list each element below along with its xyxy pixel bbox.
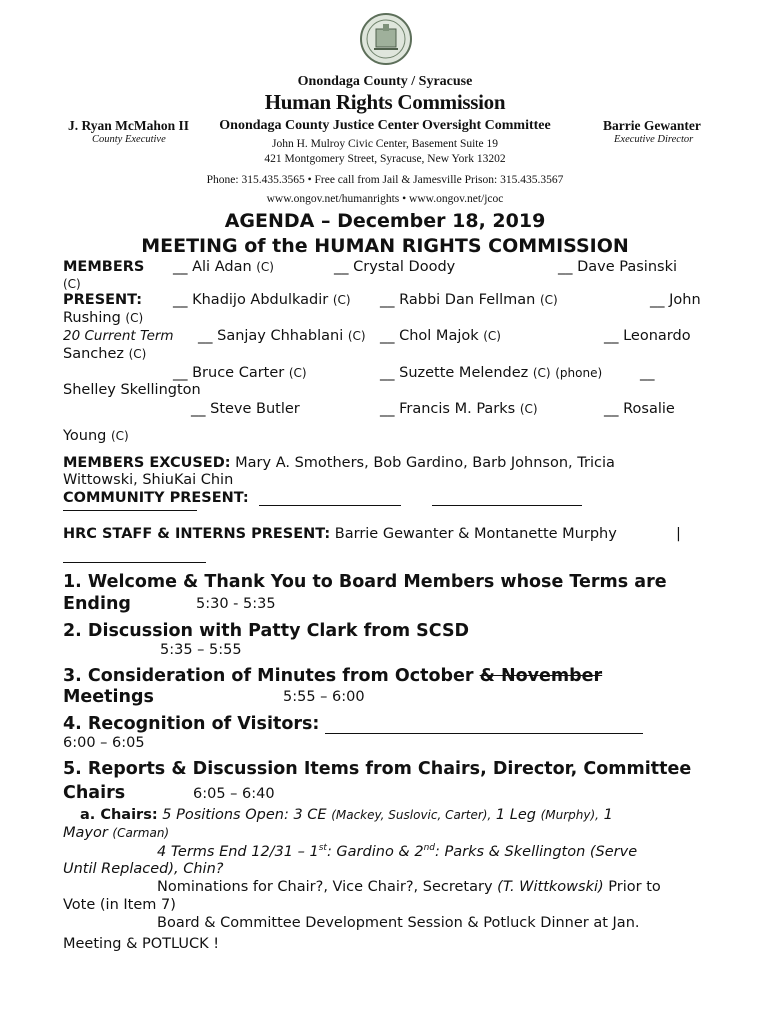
checkbox-blank: __ — [380, 365, 395, 381]
county-executive-name: J. Ryan McMahon II — [68, 118, 190, 133]
letterhead-committee: Onondaga County Justice Center Oversight Committee — [219, 118, 551, 133]
members-label: MEMBERS — [63, 259, 145, 275]
item-1-title-cont: Ending — [63, 594, 131, 614]
member-name: Sanjay Chhablani — [217, 328, 344, 344]
chairs-mayor-name: (Carman) — [112, 826, 170, 840]
checkbox-blank: __ — [198, 328, 213, 344]
staff-names: Barrie Gewanter & Montanette Murphy — [334, 526, 617, 542]
member-name: Dave Pasinski — [577, 259, 678, 275]
member-name: Crystal Doody — [353, 259, 456, 275]
item-4-time: 6:00 – 6:05 — [63, 735, 145, 751]
item-5-time: 6:05 – 6:40 — [193, 786, 275, 802]
letterhead-address2: 421 Montgomery Street, Syracuse, New York 13202 — [264, 153, 506, 165]
member-name: John — [669, 292, 701, 308]
checkbox-blank: __ — [173, 292, 188, 308]
checkbox-blank: __ — [173, 259, 188, 275]
checkbox-blank: __ — [173, 365, 188, 381]
staff-blank-line — [63, 562, 206, 563]
item-1-title: 1. Welcome & Thank You to Board Members whose Terms are — [63, 572, 667, 592]
chairs-positions: 5 Positions Open: 3 CE — [162, 807, 327, 823]
checkbox-blank: __ — [380, 328, 395, 344]
chair-mark: (C) — [111, 429, 129, 443]
chairs-leg: 1 Leg — [495, 807, 536, 823]
member-name: Chol Majok — [399, 328, 479, 344]
chair-mark: (C) — [125, 311, 144, 325]
ordinal-nd: nd — [423, 843, 435, 853]
member-name: Khadijo Abdulkadir — [192, 292, 329, 308]
checkbox-blank: __ — [380, 292, 395, 308]
chairs-mayor: Mayor — [63, 825, 108, 841]
development-session-wrap: Meeting & POTLUCK ! — [63, 936, 220, 952]
phone-mark: (phone) — [555, 366, 603, 380]
visitors-blank-line — [325, 717, 643, 734]
checkbox-blank: __ — [604, 328, 619, 344]
development-session: Board & Committee Development Session & Potluck Dinner at Jan. — [157, 915, 640, 931]
community-blank-line — [432, 491, 582, 506]
chairs-ce-names: (Mackey, Suslovic, Carter), — [331, 808, 492, 822]
item-2-time: 5:35 – 5:55 — [160, 642, 242, 658]
member-name: Rabbi Dan Fellman — [399, 292, 536, 308]
checkbox-blank: __ — [380, 401, 395, 417]
checkbox-blank: __ — [650, 292, 665, 308]
agenda-title: AGENDA – December 18, 2019 — [224, 210, 546, 232]
item-4-title: 4. Recognition of Visitors: — [63, 714, 320, 734]
checkbox-blank: __ — [640, 365, 655, 381]
member-name: Suzette Melendez — [399, 365, 529, 381]
member-name: Sanchez — [63, 346, 124, 362]
checkbox-blank: __ — [191, 401, 206, 417]
member-name: Francis M. Parks — [399, 401, 516, 417]
terms-end-cont: : Gardino & 2 — [326, 843, 424, 860]
member-name: Young — [63, 428, 107, 444]
item-3-time: 5:55 – 6:00 — [283, 689, 365, 705]
chairs-mayor-count: 1 — [603, 807, 613, 823]
letterhead-org-name: Human Rights Commission — [264, 90, 506, 114]
chair-mark: (C) — [332, 293, 351, 307]
item-5-title: 5. Reports & Discussion Items from Chairs, Director, Committee — [63, 759, 692, 779]
county-executive-title: County Executive — [92, 134, 166, 145]
community-blank-line — [63, 510, 197, 511]
county-seal-logo — [359, 11, 413, 67]
executive-director-name: Barrie Gewanter — [603, 118, 701, 133]
member-name: Rosalie — [623, 401, 675, 417]
nominations-secretary: (T. Wittkowski) — [497, 879, 604, 895]
letterhead-web: www.ongov.net/humanrights • www.ongov.net/jcoc — [266, 193, 504, 205]
member-name: Steve Butler — [210, 401, 300, 417]
nominations-wrap: Vote (in Item 7) — [63, 897, 176, 913]
chair-mark: (C) — [63, 277, 81, 291]
item-5-title-cont: Chairs — [63, 783, 126, 803]
separator: | — [676, 526, 681, 542]
item-3-title: 3. Consideration of Minutes from October — [63, 666, 474, 686]
ordinal-st: st — [318, 843, 327, 853]
excused-names-cont: Wittowski, ShiuKai Chin — [63, 472, 234, 488]
chair-mark: (C) — [519, 402, 538, 416]
chair-mark: (C) — [483, 329, 501, 343]
chair-mark: (C) — [288, 366, 307, 380]
chair-mark: (C) — [347, 329, 366, 343]
community-label: COMMUNITY PRESENT: — [63, 490, 249, 506]
letterhead-address1: John H. Mulroy Civic Center, Basement Suite 19 — [271, 138, 498, 150]
excused-label: MEMBERS EXCUSED: — [63, 455, 231, 471]
chair-mark: (C) — [128, 347, 147, 361]
member-name: Shelley Skellington — [63, 382, 201, 398]
executive-director-title: Executive Director — [614, 134, 694, 145]
item-2-title: 2. Discussion with Patty Clark from SCSD — [63, 621, 470, 641]
present-label: PRESENT: — [63, 292, 143, 308]
member-name: Leonardo — [623, 328, 691, 344]
checkbox-blank: __ — [334, 259, 349, 275]
chairs-leg-name: (Murphy), — [540, 808, 599, 822]
excused-names: Mary A. Smothers, Bob Gardino, Barb Johnson, Tricia — [235, 455, 615, 471]
term-label: 20 Current Term — [63, 328, 174, 344]
chair-mark: (C) — [256, 260, 274, 274]
letterhead-phone: Phone: 315.435.3565 • Free call from Jail & Jamesville Prison: 315.435.3567 — [206, 174, 564, 186]
staff-label: HRC STAFF & INTERNS PRESENT: — [63, 526, 331, 542]
member-name: Ali Adan — [192, 259, 252, 275]
terms-end-wrap: Until Replaced), Chin? — [63, 861, 224, 877]
nominations-cont: Prior to — [608, 879, 661, 895]
chairs-label: a. Chairs: — [80, 807, 158, 823]
item-1-time: 5:30 - 5:35 — [196, 596, 276, 612]
nominations: Nominations for Chair?, Vice Chair?, Secretary — [157, 879, 493, 895]
member-name: Rushing — [63, 310, 121, 326]
meeting-title: MEETING of the HUMAN RIGHTS COMMISSION — [141, 235, 629, 257]
item-3-title-cont: Meetings — [63, 687, 154, 707]
terms-end: 4 Terms End 12/31 – 1 — [157, 843, 319, 860]
letterhead-org-line1: Onondaga County / Syracuse — [297, 74, 473, 89]
checkbox-blank: __ — [604, 401, 619, 417]
checkbox-blank: __ — [558, 259, 573, 275]
item-3-struck-text: & November — [479, 666, 603, 686]
community-blank-line — [259, 491, 401, 506]
chair-mark: (C) — [532, 366, 551, 380]
member-name: Bruce Carter — [192, 365, 285, 381]
chair-mark: (C) — [539, 293, 558, 307]
terms-end-cont2: : Parks & Skellington (Serve — [434, 843, 638, 860]
